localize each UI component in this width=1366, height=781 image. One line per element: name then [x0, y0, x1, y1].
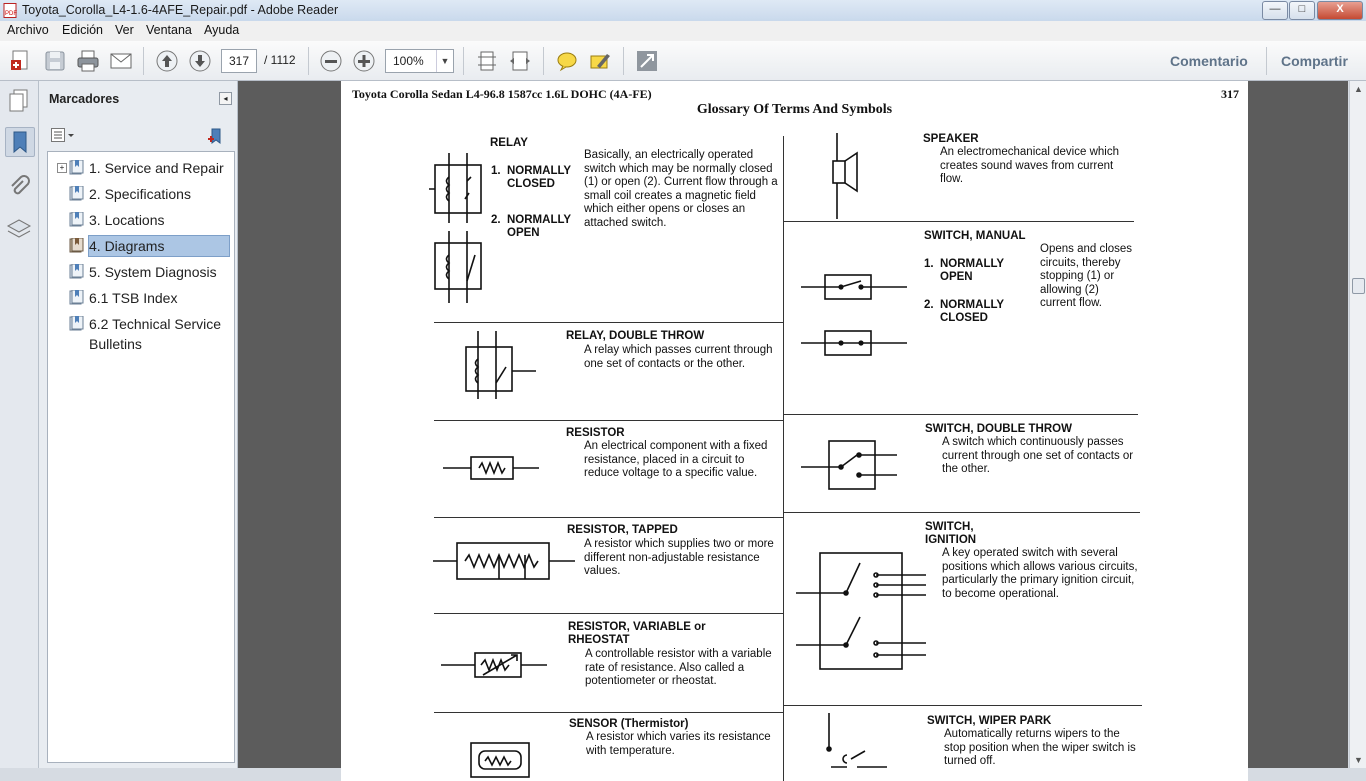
bookmark-icon: [69, 212, 84, 227]
menu-ventana[interactable]: Ventana: [146, 23, 192, 37]
zoom-out-icon[interactable]: [318, 48, 344, 74]
switch-manual-nc-number: 2.: [924, 299, 934, 311]
scroll-down-icon[interactable]: ▼: [1354, 755, 1363, 765]
speaker-symbol: [823, 133, 863, 219]
layers-icon[interactable]: [5, 215, 33, 243]
switch-double-throw-description: A switch which continuously passes current through one set of contacts or the other.: [942, 436, 1134, 476]
switch-manual-description: Opens and closes circuits, thereby stopping (1) or allowing (2) current flow.: [1040, 243, 1133, 310]
row-divider: [434, 322, 783, 323]
bookmark-item-system-diagnosis[interactable]: 5. System Diagnosis: [50, 262, 230, 284]
switch-ignition-description: A key operated switch with several positions which allows various circuits, particularly the primary ignition circuit, to become operational.: [942, 547, 1138, 600]
page-number-input[interactable]: 317: [221, 49, 257, 73]
resistor-tapped-symbol: [433, 537, 578, 587]
relay-nc-symbol: [429, 151, 489, 311]
document-view[interactable]: [238, 81, 1348, 768]
zoom-value: 100%: [393, 54, 424, 68]
title-bar: [0, 0, 1366, 22]
relay-double-throw-description: A relay which passes current through one set of contacts or the other.: [584, 344, 773, 370]
menu-ayuda[interactable]: Ayuda: [204, 23, 240, 37]
switch-manual-title: SWITCH, MANUAL: [924, 230, 1026, 242]
resistor-description: An electrical component with a fixed resistance, placed in a circuit to reduce voltage to a specific value.: [584, 440, 768, 480]
page-number: 317: [1221, 87, 1239, 101]
bookmark-icon: [69, 290, 84, 305]
bookmark-item-tsb-index[interactable]: 6.1 TSB Index: [50, 288, 230, 310]
collapse-panel-button[interactable]: ◂: [219, 92, 232, 105]
page-total: / 1112: [264, 53, 296, 67]
navigation-rail: [0, 81, 39, 768]
relay-nc-number: 1.: [491, 165, 501, 177]
switch-manual-no-label: NORMALLY OPEN: [940, 258, 1004, 283]
next-page-icon[interactable]: [187, 48, 213, 74]
menu-bar: [0, 21, 1366, 42]
relay-no-label: NORMALLY OPEN: [507, 214, 571, 239]
column-divider: [783, 136, 784, 781]
resistor-tapped-description: A resistor which supplies two or more different non-adjustable resistance values.: [584, 538, 774, 578]
expand-icon[interactable]: +: [57, 163, 67, 173]
switch-wiper-park-symbol: [821, 711, 901, 781]
bookmark-item-technical-service-bulletins[interactable]: 6.2 Technical Service Bulletins: [50, 314, 230, 356]
highlight-icon[interactable]: [587, 48, 613, 74]
pdf-file-icon: [3, 3, 17, 18]
previous-page-icon[interactable]: [154, 48, 180, 74]
switch-ignition-title-line1: SWITCH,: [925, 521, 974, 533]
row-divider: [783, 414, 1138, 415]
zoom-in-icon[interactable]: [351, 48, 377, 74]
sensor-title: SENSOR (Thermistor): [569, 718, 689, 730]
resistor-symbol: [441, 453, 541, 485]
save-icon[interactable]: [42, 48, 68, 74]
vertical-scrollbar[interactable]: [1349, 81, 1366, 768]
resistor-variable-title: RESISTOR, VARIABLE or RHEOSTAT: [568, 621, 706, 646]
scroll-thumb[interactable]: [1352, 278, 1365, 294]
switch-double-throw-title: SWITCH, DOUBLE THROW: [925, 423, 1072, 435]
attachments-icon[interactable]: [5, 173, 33, 201]
resistor-variable-symbol: [441, 647, 551, 683]
row-divider: [434, 712, 783, 713]
switch-wiper-park-description: Automatically returns wipers to the stop position when the wiper switch is turned off.: [944, 728, 1136, 768]
bookmark-icon: [69, 186, 84, 201]
bookmark-tree: [47, 151, 235, 763]
bookmarks-panel: [39, 81, 238, 768]
switch-double-throw-symbol: [801, 437, 901, 493]
panel-title: Marcadores: [49, 92, 120, 106]
bookmarks-icon[interactable]: [5, 127, 35, 157]
create-pdf-icon[interactable]: [8, 48, 34, 74]
relay-double-throw-title: RELAY, DOUBLE THROW: [566, 330, 705, 342]
close-button[interactable]: X: [1317, 1, 1363, 20]
speaker-title: SPEAKER: [923, 133, 979, 145]
comment-icon[interactable]: [554, 48, 580, 74]
resistor-variable-description: A controllable resistor with a variable rate of resistance. Also called a potentiometer or rheostat.: [585, 648, 772, 688]
window-title: Toyota_Corolla_L4-1.6-4AFE_Repair.pdf - Adobe Reader: [22, 3, 339, 17]
bookmark-item-diagrams[interactable]: 4. Diagrams: [50, 236, 230, 258]
relay-no-number: 2.: [491, 214, 501, 226]
menu-ver[interactable]: Ver: [115, 23, 134, 37]
row-divider: [783, 221, 1134, 222]
sensor-symbol: [465, 739, 535, 779]
pdf-page: [341, 81, 1248, 781]
scroll-up-icon[interactable]: ▲: [1354, 84, 1363, 94]
pages-icon[interactable]: [5, 87, 33, 115]
maximize-button[interactable]: □: [1289, 1, 1315, 20]
relay-nc-label: NORMALLY CLOSED: [507, 165, 571, 190]
switch-manual-no-number: 1.: [924, 258, 934, 270]
chevron-down-icon[interactable]: ▼: [436, 50, 453, 72]
svg-text:PDF: PDF: [5, 11, 17, 17]
fit-width-icon[interactable]: [507, 48, 533, 74]
print-icon[interactable]: [75, 48, 101, 74]
resistor-tapped-title: RESISTOR, TAPPED: [567, 524, 678, 536]
zoom-select[interactable]: [385, 49, 454, 73]
row-divider: [783, 705, 1142, 706]
row-divider: [434, 613, 783, 614]
menu-archivo[interactable]: Archivo: [7, 23, 49, 37]
sensor-description: A resistor which varies its resistance with temperature.: [586, 731, 771, 757]
resistor-title: RESISTOR: [566, 427, 625, 439]
fullscreen-icon[interactable]: [634, 48, 660, 74]
switch-manual-nc-label: NORMALLY CLOSED: [940, 299, 1004, 324]
comment-link[interactable]: Comentario: [1170, 53, 1248, 69]
email-icon[interactable]: [108, 48, 134, 74]
bookmark-icon: [69, 160, 84, 175]
switch-wiper-park-title: SWITCH, WIPER PARK: [927, 715, 1052, 727]
bookmark-icon: [69, 316, 84, 331]
toolbar: [0, 41, 1366, 81]
bookmark-icon: [69, 264, 84, 279]
switch-ignition-symbol: [796, 549, 928, 671]
speaker-description: An electromechanical device which creates sound waves from current flow.: [940, 146, 1119, 186]
switch-ignition-title-line2: IGNITION: [925, 534, 977, 546]
page-header: Toyota Corolla Sedan L4-96.8 1587cc 1.6L DOHC (4A-FE): [352, 87, 652, 101]
row-divider: [434, 420, 783, 421]
relay-double-throw-symbol: [456, 331, 546, 401]
bookmark-item-specifications[interactable]: 2. Specifications: [50, 184, 230, 206]
share-link[interactable]: Compartir: [1281, 53, 1348, 69]
relay-description: Basically, an electrically operated switch which may be normally closed (1) or open (2). Current flow through a small coil creates a magnetic field which either opens or closes an attached switch.: [584, 149, 778, 229]
row-divider: [434, 517, 783, 518]
options-menu-icon[interactable]: [51, 128, 75, 145]
fit-page-icon[interactable]: [474, 48, 500, 74]
bookmark-icon: [69, 238, 84, 253]
bookmark-item-service-repair[interactable]: + 1. Service and Repair: [50, 158, 230, 180]
bookmark-add-icon[interactable]: [207, 127, 225, 148]
switch-manual-symbol: [801, 271, 911, 361]
relay-title: RELAY: [490, 137, 528, 149]
menu-edicion[interactable]: Edición: [62, 23, 103, 37]
row-divider: [783, 512, 1140, 513]
minimize-button[interactable]: —: [1262, 1, 1288, 20]
bookmark-item-locations[interactable]: 3. Locations: [50, 210, 230, 232]
glossary-title: Glossary Of Terms And Symbols: [696, 102, 893, 117]
